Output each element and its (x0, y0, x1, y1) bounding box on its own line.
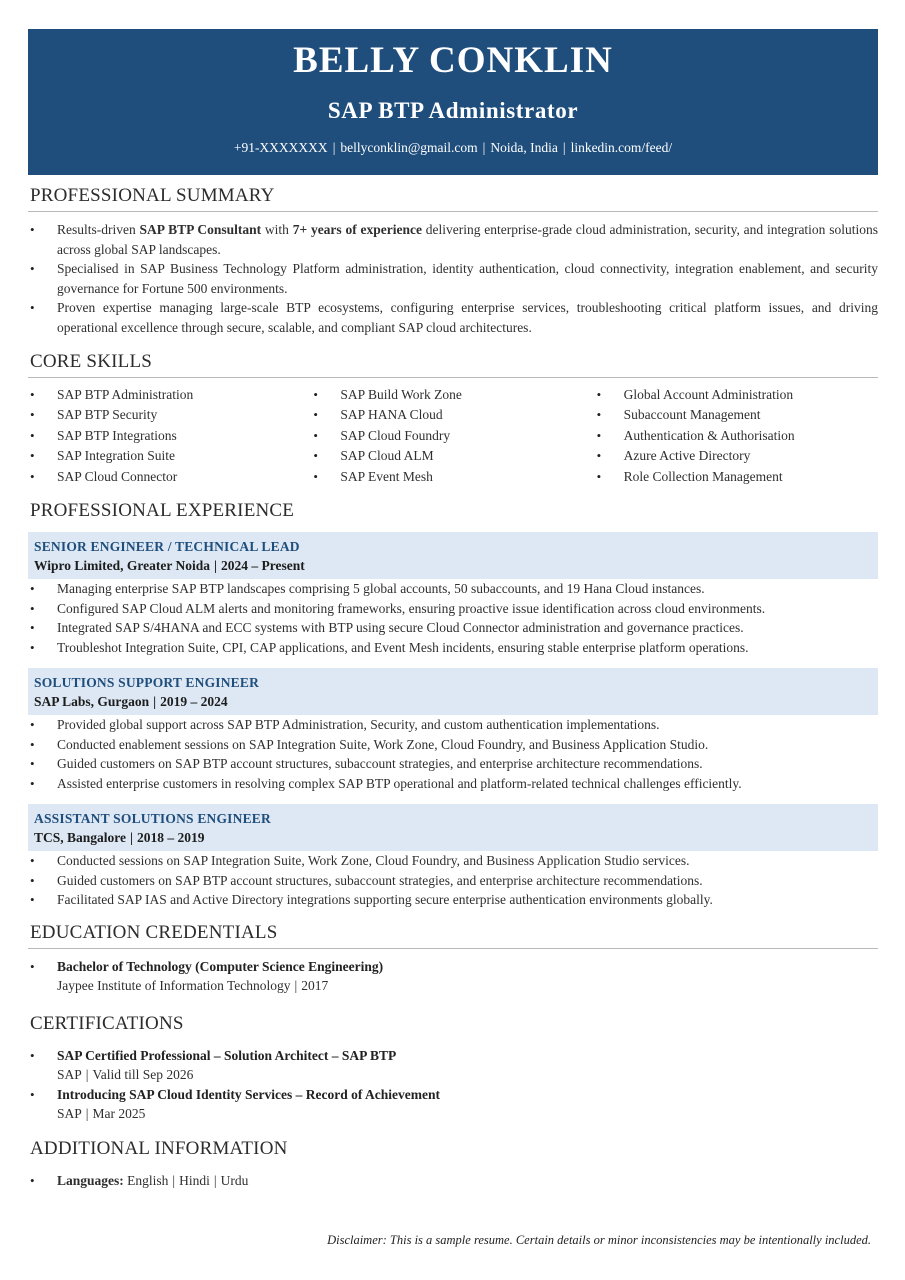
education-item (28, 957, 878, 996)
skill-item: • Azure Active Directory (595, 446, 878, 466)
job-company: SAP Labs, Gurgaon | 2019 – 2024 (34, 694, 228, 710)
job-bullet: • Managing enterprise SAP BTP landscapes comprising 5 global accounts, 50 subaccounts, and 19 Hana Cloud instances. (28, 579, 878, 599)
linkedin-link[interactable]: linkedin.com/feed/ (570, 140, 673, 155)
skills-grid (28, 385, 878, 487)
certification-item (28, 1046, 878, 1085)
job-bullet: • Conducted enablement sessions on SAP Integration Suite, Work Zone, Cloud Foundry, and Business Application Studio. (28, 735, 878, 755)
job-header (28, 804, 878, 851)
certifications-title: CERTIFICATIONS (30, 1012, 184, 1034)
skill-item: • SAP Cloud Foundry (311, 426, 594, 446)
skill-item: • SAP BTP Administration (28, 385, 311, 405)
candidate-role: SAP BTP Administrator (327, 98, 579, 123)
job-entry (28, 804, 878, 910)
job-bullet: • Assisted enterprise customers in resolving complex SAP BTP operational and platform-related technical challenges efficiently. (28, 774, 878, 794)
job-title: SENIOR ENGINEER / TECHNICAL LEAD (34, 539, 300, 555)
job-bullet: • Conducted sessions on SAP Integration Suite, Work Zone, Cloud Foundry, and Business Application Studio services. (28, 851, 878, 871)
additional-list (28, 1171, 878, 1191)
skill-item: • SAP Build Work Zone (311, 385, 594, 405)
skills-column-2 (311, 385, 594, 487)
certifications-list (28, 1046, 878, 1124)
skills-column-1 (28, 385, 311, 487)
job-bullets (28, 715, 878, 793)
job-bullets (28, 579, 878, 657)
skills-section (28, 350, 878, 487)
skill-item: • SAP Cloud Connector (28, 467, 311, 487)
email-link[interactable]: bellyconklin@gmail.com (340, 140, 478, 155)
languages-item: • Languages: English | Hindi | Urdu (28, 1171, 878, 1191)
skill-item: • Subaccount Management (595, 405, 878, 425)
contact-line: +91-XXXXXXX | bellyconklin@gmail.com | Noida, India | linkedin.com/feed/ (233, 140, 673, 155)
skill-item: • SAP HANA Cloud (311, 405, 594, 425)
resume-header (28, 29, 878, 175)
phone-number: +91-XXXXXXX (233, 140, 328, 155)
job-bullets (28, 851, 878, 910)
job-bullet: • Integrated SAP S/4HANA and ECC systems with BTP using secure Cloud Connector administration and governance practices. (28, 618, 878, 638)
job-company: Wipro Limited, Greater Noida | 2024 – Present (34, 558, 305, 574)
certification-name: • Introducing SAP Cloud Identity Services – Record of Achievement (57, 1086, 440, 1102)
experience-title: PROFESSIONAL EXPERIENCE (30, 500, 295, 522)
location: Noida, India (490, 140, 558, 155)
summary-title: PROFESSIONAL SUMMARY (28, 184, 878, 212)
skills-column-3 (595, 385, 878, 487)
languages-label: Languages: (57, 1172, 124, 1188)
job-title: SOLUTIONS SUPPORT ENGINEER (34, 675, 260, 691)
skill-item: • SAP Cloud ALM (311, 446, 594, 466)
certification-detail: SAP | Valid till Sep 2026 (57, 1067, 194, 1083)
skill-item: • SAP BTP Integrations (28, 426, 311, 446)
skills-title: CORE SKILLS (28, 350, 878, 378)
resume-page (28, 29, 878, 1190)
job-bullet: • Configured SAP Cloud ALM alerts and monitoring frameworks, ensuring proactive issue identification across cloud environments. (28, 599, 878, 619)
summary-item: • Proven expertise managing large-scale BTP ecosystems, configuring enterprise services, troubleshooting critical platform issues, and driving operational excellence through secure, scalable, and compliant SAP cloud architectures. (28, 298, 878, 337)
experience-section (28, 499, 878, 910)
job-bullet: • Troubleshot Integration Suite, CPI, CAP applications, and Event Mesh incidents, ensuring stable enterprise platform operations. (28, 638, 878, 658)
education-section (28, 921, 878, 996)
job-title: ASSISTANT SOLUTIONS ENGINEER (34, 811, 271, 827)
job-bullet: • Facilitated SAP IAS and Active Directory integrations supporting secure enterprise authentication environments globally. (28, 890, 878, 910)
job-bullet: • Guided customers on SAP BTP account structures, subaccount strategies, and enterprise architecture recommendations. (28, 754, 878, 774)
skill-item: • SAP Event Mesh (311, 467, 594, 487)
job-header (28, 668, 878, 715)
degree: • Bachelor of Technology (Computer Science Engineering) (57, 958, 384, 974)
skill-item: • SAP Integration Suite (28, 446, 311, 466)
institute: Jaypee Institute of Information Technology | 2017 (57, 978, 329, 994)
disclaimer: Disclaimer: This is a sample resume. Certain details or minor inconsistencies may be intentionally included. (327, 1233, 871, 1247)
education-list (28, 957, 878, 996)
skill-item: • Global Account Administration (595, 385, 878, 405)
certification-item (28, 1085, 878, 1124)
skill-item: • SAP BTP Security (28, 405, 311, 425)
summary-item: • Specialised in SAP Business Technology Platform administration, identity authentication, cloud connectivity, integration enablement, and security governance for Fortune 500 environments. (28, 259, 878, 298)
skill-item: • Authentication & Authorisation (595, 426, 878, 446)
job-entry (28, 668, 878, 793)
skill-item: • Role Collection Management (595, 467, 878, 487)
summary-item: • Results-driven SAP BTP Consultant with 7+ years of experience delivering enterprise-grade cloud administration, security, and integration solutions across global SAP landscapes. (28, 220, 878, 259)
job-company: TCS, Bangalore | 2018 – 2019 (34, 830, 205, 846)
candidate-name: BELLY CONKLIN (293, 40, 613, 81)
certification-name: • SAP Certified Professional – Solution Architect – SAP BTP (57, 1047, 397, 1063)
job-bullet: • Guided customers on SAP BTP account structures, subaccount strategies, and enterprise architecture recommendations. (28, 871, 878, 891)
certifications-section (28, 1012, 878, 1124)
summary-list (28, 220, 878, 337)
additional-section (28, 1137, 878, 1191)
summary-section (28, 184, 878, 337)
job-entry (28, 532, 878, 657)
additional-title: ADDITIONAL INFORMATION (30, 1137, 288, 1159)
certification-detail: SAP | Mar 2025 (57, 1106, 146, 1122)
job-header (28, 532, 878, 579)
job-bullet: • Provided global support across SAP BTP Administration, Security, and custom authentication implementations. (28, 715, 878, 735)
education-title: EDUCATION CREDENTIALS (28, 921, 878, 949)
